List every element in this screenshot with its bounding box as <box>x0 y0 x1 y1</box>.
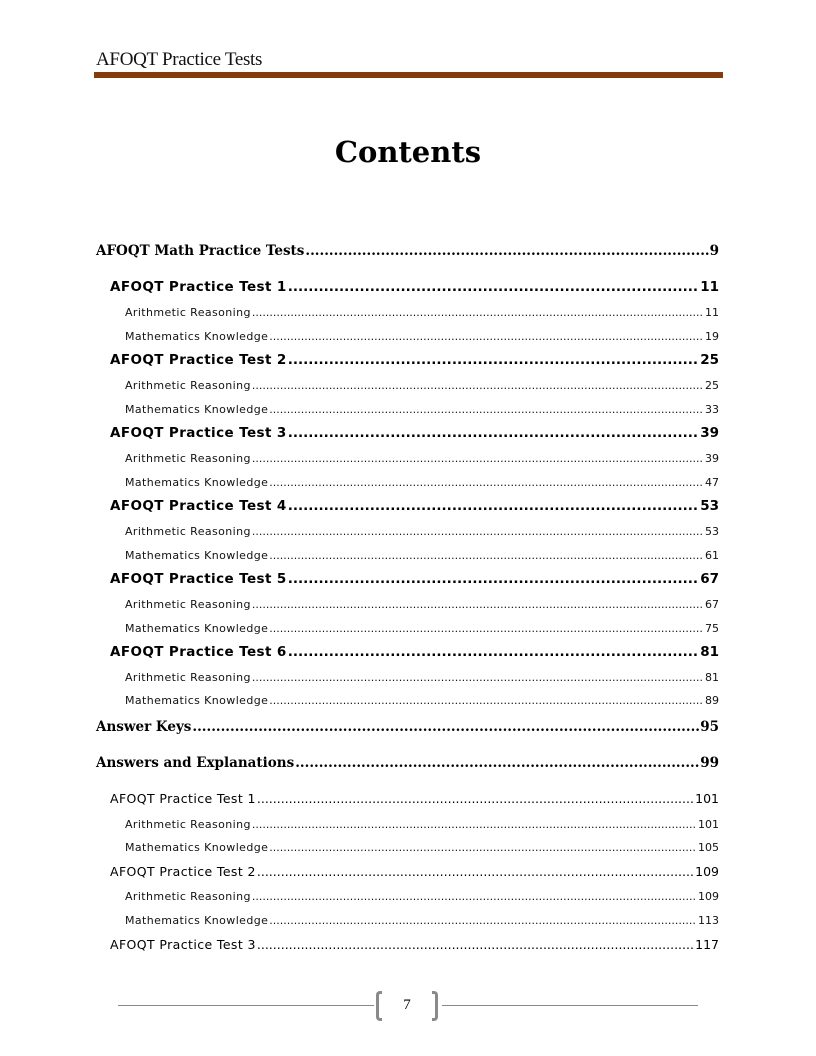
toc-page: 109 <box>698 890 719 903</box>
toc-entry-test-5-mathematics[interactable] <box>125 622 719 635</box>
toc-entry-test-4-arithmetic[interactable] <box>125 525 719 538</box>
toc-page: 33 <box>705 403 719 416</box>
toc-leader <box>269 841 697 854</box>
footer-rule-left <box>118 1005 374 1006</box>
toc-entry-test-5[interactable] <box>110 571 719 587</box>
toc-label: AFOQT Practice Test 1 <box>110 791 256 806</box>
toc-page: 109 <box>695 864 719 879</box>
toc-label: Mathematics Knowledge <box>125 330 269 343</box>
toc-page: 53 <box>700 498 719 514</box>
toc-entry-test-3-arithmetic[interactable] <box>125 452 719 465</box>
toc-leader <box>269 914 697 927</box>
toc-page: 89 <box>705 694 719 707</box>
toc-entry-answers-test-2[interactable] <box>110 864 719 879</box>
toc-leader <box>252 818 697 831</box>
toc-leader <box>269 694 704 707</box>
toc-leader <box>257 937 694 952</box>
toc-label: Arithmetic Reasoning <box>125 379 251 392</box>
toc-label: AFOQT Practice Test 2 <box>110 352 287 368</box>
toc-page: 47 <box>705 476 719 489</box>
toc-entry-test-1[interactable] <box>110 279 719 295</box>
toc-leader <box>288 352 700 368</box>
toc-entry-test-2-mathematics[interactable] <box>125 403 719 416</box>
toc-label: AFOQT Practice Test 3 <box>110 425 287 441</box>
toc-label: AFOQT Math Practice Tests <box>96 243 305 259</box>
toc-page: 95 <box>700 719 719 735</box>
toc-leader <box>305 243 708 259</box>
toc-label: Answer Keys <box>96 719 192 735</box>
toc-page: 25 <box>705 379 719 392</box>
toc-label: Arithmetic Reasoning <box>125 818 251 831</box>
header-rule <box>94 72 723 78</box>
toc-label: Arithmetic Reasoning <box>125 671 251 684</box>
toc-entry-answers-test-3[interactable] <box>110 937 719 952</box>
toc-page: 39 <box>705 452 719 465</box>
toc-page: 25 <box>700 352 719 368</box>
toc-label: AFOQT Practice Test 4 <box>110 498 287 514</box>
footer-rule-right <box>442 1005 698 1006</box>
toc-leader <box>257 864 694 879</box>
toc-label: Mathematics Knowledge <box>125 914 269 927</box>
toc-leader <box>269 403 704 416</box>
toc-leader <box>252 890 697 903</box>
toc-entry-test-2-arithmetic[interactable] <box>125 379 719 392</box>
toc-label: Arithmetic Reasoning <box>125 598 251 611</box>
toc-entry-answer-keys[interactable] <box>96 719 719 735</box>
toc-label: AFOQT Practice Test 2 <box>110 864 256 879</box>
page-number: 7 <box>403 997 411 1013</box>
toc-entry-answers-test-2-arithmetic[interactable] <box>125 890 719 903</box>
footer-bracket-right <box>432 991 438 1021</box>
toc-leader <box>288 644 700 660</box>
toc-leader <box>295 755 699 771</box>
page-title: Contents <box>334 135 482 169</box>
toc-page: 39 <box>700 425 719 441</box>
toc-entry-test-6-mathematics[interactable] <box>125 694 719 707</box>
toc-entry-test-4-mathematics[interactable] <box>125 549 719 562</box>
running-header: AFOQT Practice Tests <box>96 49 263 70</box>
toc-label: AFOQT Practice Test 1 <box>110 279 287 295</box>
toc-entry-answers-test-1[interactable] <box>110 791 719 806</box>
toc-leader <box>252 452 704 465</box>
toc-entry-test-6-arithmetic[interactable] <box>125 671 719 684</box>
toc-leader <box>269 476 704 489</box>
toc-page: 117 <box>695 937 719 952</box>
toc-entry-answers-test-1-mathematics[interactable] <box>125 841 719 854</box>
toc-page: 81 <box>705 671 719 684</box>
toc-label: Arithmetic Reasoning <box>125 525 251 538</box>
toc-leader <box>192 719 699 735</box>
toc-entry-test-5-arithmetic[interactable] <box>125 598 719 611</box>
toc-entry-answers-test-2-mathematics[interactable] <box>125 914 719 927</box>
toc-page: 99 <box>700 755 719 771</box>
toc-entry-test-3-mathematics[interactable] <box>125 476 719 489</box>
toc-label: Answers and Explanations <box>96 755 295 771</box>
toc-entry-test-1-arithmetic[interactable] <box>125 306 719 319</box>
toc-entry-test-1-mathematics[interactable] <box>125 330 719 343</box>
toc-label: Arithmetic Reasoning <box>125 452 251 465</box>
toc-page: 81 <box>700 644 719 660</box>
toc-entry-answers-explanations[interactable] <box>96 755 719 771</box>
toc-entry-test-2[interactable] <box>110 352 719 368</box>
toc-leader <box>269 622 704 635</box>
toc-entry-test-4[interactable] <box>110 498 719 514</box>
toc-label: AFOQT Practice Test 6 <box>110 644 287 660</box>
toc-leader <box>252 306 704 319</box>
toc-page: 101 <box>695 791 719 806</box>
toc-label: Mathematics Knowledge <box>125 403 269 416</box>
toc-leader <box>288 279 700 295</box>
toc-leader <box>252 379 704 392</box>
toc-entry-test-6[interactable] <box>110 644 719 660</box>
toc-page: 105 <box>698 841 719 854</box>
toc-leader <box>269 549 704 562</box>
toc-leader <box>269 330 704 343</box>
toc-page: 113 <box>698 914 719 927</box>
toc-leader <box>288 571 700 587</box>
toc-leader <box>252 525 704 538</box>
toc-label: AFOQT Practice Test 5 <box>110 571 287 587</box>
toc-leader <box>252 598 704 611</box>
toc-leader <box>252 671 704 684</box>
toc-label: Mathematics Knowledge <box>125 476 269 489</box>
toc-page: 101 <box>698 818 719 831</box>
toc-page: 9 <box>709 243 719 259</box>
toc-page: 67 <box>705 598 719 611</box>
toc-page: 61 <box>705 549 719 562</box>
toc-page: 11 <box>700 279 719 295</box>
toc-entry-math-practice-tests[interactable] <box>96 243 719 259</box>
toc-page: 67 <box>700 571 719 587</box>
toc-page: 75 <box>705 622 719 635</box>
toc-label: Mathematics Knowledge <box>125 694 269 707</box>
toc-label: Arithmetic Reasoning <box>125 890 251 903</box>
toc-label: Mathematics Knowledge <box>125 622 269 635</box>
toc-entry-test-3[interactable] <box>110 425 719 441</box>
toc-label: Arithmetic Reasoning <box>125 306 251 319</box>
toc-label: Mathematics Knowledge <box>125 549 269 562</box>
toc-leader <box>288 498 700 514</box>
toc-page: 53 <box>705 525 719 538</box>
toc-entry-answers-test-1-arithmetic[interactable] <box>125 818 719 831</box>
toc-leader <box>257 791 694 806</box>
toc-page: 19 <box>705 330 719 343</box>
toc-label: Mathematics Knowledge <box>125 841 269 854</box>
toc-leader <box>288 425 700 441</box>
toc-page: 11 <box>705 306 719 319</box>
toc-label: AFOQT Practice Test 3 <box>110 937 256 952</box>
